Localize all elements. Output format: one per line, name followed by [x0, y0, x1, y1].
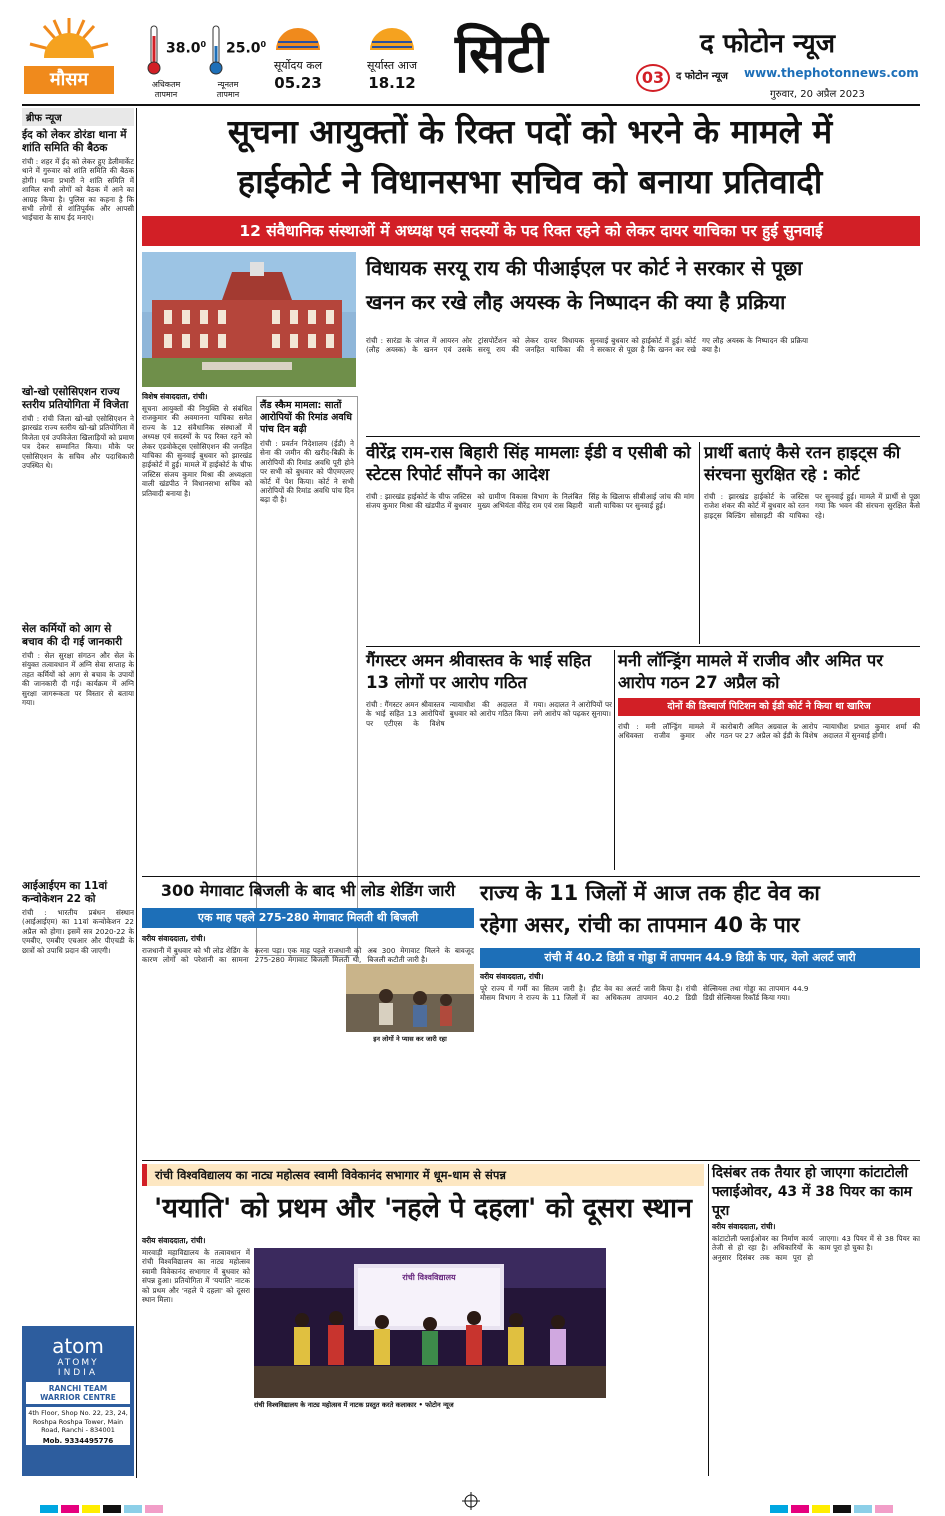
lead-byline: विशेष संवाददाता, रांची।: [142, 392, 208, 401]
money-subhead: दोनों की डिस्चार्ज पिटिशन को ईडी कोर्ट ने किया था खारिज: [618, 698, 920, 716]
lead-body: सूचना आयुक्तों की नियुक्ति से संबंधित राजकुमार की अवमानना याचिका समेत राज्य के 12 संवैधानिक संस्थाओं में अध्यक्ष एवं सदस्यों के पद रिक्त रहने को लेकर एडवोकेट्स एसोसिएशन की जनहित याचिका की सुनवाई बुधवार को झारखंड हाईकोर्ट में हुई। मामले में हाईकोर्ट के चीफ जस्टिस संजय कुमार मिश्रा की अध्यक्षता वाली खंडपीठ ने विधानसभा सचिव को प्रतिवादी बनाया है।: [142, 404, 252, 498]
heat-byline: वरीय संवाददाता, रांची।: [480, 972, 544, 981]
flyover-divider: [708, 1164, 709, 1476]
university-body: मारवाड़ी महाविद्यालय के तत्वावधान में रांची विश्वविद्यालय का नाट्य महोत्सव स्वामी विवेकानंद सभागार में बुधवार को संपन्न हुआ। प्रतियोगिता में 'ययाति' नाटक को प्रथम और 'नहले पे दहला' को दूसरा स्थान मिला।: [142, 1248, 250, 1305]
stage-banner-text: रांची विश्वविद्यालय: [402, 1273, 456, 1282]
lead-headline-1: सूचना आयुक्तों के रिक्त पदों को भरने के मामले में: [227, 112, 833, 151]
heat-headline-2: रहेगा असर, रांची का तापमान 40 के पार: [480, 913, 800, 937]
ad-center: RANCHI TEAM WARRIOR CENTRE: [26, 1382, 130, 1404]
heat-photo: [346, 964, 474, 1032]
max-temp: 38.0$^0$: [166, 40, 207, 57]
gangster-body: रांची : गैंगस्टर अमन श्रीवास्तव के भाई सहित 13 आरोपियों पर एटीएस के विशेष न्यायाधीश की अदालत में बुधवार को आरोप गठित किया गया। अदालत ने आरोपियों पर लगे आरोप को पढ़कर सुनाया।: [366, 700, 612, 728]
atomy-ad[interactable]: [22, 1326, 134, 1476]
land-scam-box: [256, 396, 358, 956]
heat-subhead: रांची में 40.2 डिग्री व गोड्डा में तापमान 44.9 डिग्री के पार, येलो अलर्ट जारी: [480, 948, 920, 968]
university-byline: वरीय संवाददाता, रांची।: [142, 1236, 206, 1245]
thermometer-hot-icon: [146, 24, 162, 76]
flyover-body: कांटाटोली फ्लाईओवर का निर्माण कार्य तेजी से हो रहा है। अधिकारियों के अनुसार दिसंबर तक काम पूरा हो जाएगा। 43 पियर में से 38 पियर का काम पूरा हो चुका है।: [712, 1234, 920, 1262]
ed-story-headline-text: वीरेंद्र राम-रास बिहारी सिंह मामलाः ईडी व एसीबी को स्टेटस रिपोर्ट सौंपने का आदेश: [366, 443, 691, 485]
lead-subhead: 12 संवैधानिक संस्थाओं में अध्यक्ष एवं सदस्यों के पद रिक्त रहने को लेकर दायर याचिका पर हुई सुनवाई: [142, 216, 920, 246]
university-body-right: [610, 1248, 704, 1408]
heat-headline-1: राज्य के 11 जिलों में आज तक हीट वेव का: [480, 881, 820, 905]
section-title: सिटी: [455, 21, 549, 85]
sunset-time: 18.12: [368, 74, 416, 92]
ed-story-headline: [366, 442, 694, 486]
land-scam-title: लैंड स्कैम मामला: सातों आरोपियों की रिमांड अवधि पांच दिन बढ़ी: [260, 400, 352, 435]
masthead: [0, 0, 945, 112]
sidebar-story4-body: रांची : भारतीय प्रबंधन संस्थान (आईआईएम) का 11वां कन्वोकेशन 22 अप्रैल को होगा। इसमें सत्र 2020-22 के एमबीए, एमबीए एचआर और पीएचडी के छात्रों को उपाधि प्रदान की जाएगी।: [22, 908, 134, 955]
sidebar-story2-body: रांची : रांची जिला खो-खो एसोसिएशन ने झारखंड राज्य स्तरीय खो-खो प्रतियोगिता में विजेता एवं उपविजेता खिलाड़ियों को प्रमाण पत्र देकर सम्मानित किया। मौके पर एसोसिएशन के सचिव और पदाधिकारी उपस्थित थे।: [22, 414, 134, 471]
website-link[interactable]: www.thephotonnews.com: [744, 66, 919, 80]
power-headline: 300 मेगावाट बिजली के बाद भी लोड शेडिंग जारी: [160, 881, 456, 900]
money-body: रांची : मनी लॉन्ड्रिंग मामले में अधिवक्ता राजीव कुमार और कारोबारी अमित अग्रवाल के आरोप गठन पर 27 अप्रैल को ईडी के विशेष न्यायाधीश प्रभात कुमार शर्मा की अदालत में सुनवाई होगी।: [618, 722, 920, 741]
sunset-label: सूर्यास्त आज: [366, 59, 418, 72]
ratan-body: रांची : झारखंड हाईकोर्ट के जस्टिस राजेश शंकर की कोर्ट में बुधवार को रतन हाइट्स बिल्डिंग सोसाइटी की याचिका पर सुनवाई हुई। मामले में प्रार्थी से पूछा गया कि भवन की संरचना सुरक्षित कैसे रहे।: [704, 492, 920, 520]
ad-brand: atom: [52, 1334, 104, 1358]
ad-country: INDIA: [57, 1368, 99, 1378]
money-headline: मनी लॉन्ड्रिंग मामले में राजीव और अमित पर आरोप गठन 27 अप्रैल को: [618, 651, 883, 692]
brand-small: द फोटोन न्यूज: [676, 71, 728, 82]
heat-photo-caption: इन लोगों ने प्यास कर जारी रहा: [373, 1035, 447, 1043]
saryu-headline-2: खनन कर रखे लौह अयस्क के निष्पादन की क्या है प्रक्रिया: [366, 290, 786, 314]
thermometer-cold-icon: [208, 24, 224, 76]
print-color-strip-right: [770, 1498, 896, 1516]
high-court-photo: [142, 252, 356, 387]
drama-photo-caption: रांची विश्वविद्यालय के नाट्य महोत्सव में नाटक प्रस्तुत करते कलाकार • फोटोन न्यूज: [254, 1401, 454, 1409]
power-subhead: एक माह पहले 275-280 मेगावाट मिलती थी बिजली: [142, 908, 474, 928]
lead-headline-2: हाईकोर्ट ने विधानसभा सचिव को बनाया प्रतिवादी: [237, 162, 823, 201]
power-body: राजधानी में बुधवार को भी लोड शेडिंग के कारण लोगों को परेशानी का सामना करना पड़ा। एक माह पहले राजधानी को 275-280 मेगावाट बिजली मिलती थी, अब 300 मेगावाट मिलने के बावजूद बिजली कटौती जारी है।: [142, 946, 474, 965]
sidebar-story3-body: रांची : सेल सुरक्षा संगठन और सेल के संयुक्त तत्वावधान में अग्नि सेवा सप्ताह के तहत कर्मियों को आग से बचाव के उपायों की जानकारी दी गई। कार्यक्रम में अग्नि सुरक्षा जागरूकता पर विस्तार से बताया गया।: [22, 651, 134, 708]
lower-divider: [142, 876, 920, 877]
sidebar-story1-body: रांची : शहर में ईद को लेकर हुए डेलीमार्केट थाने में गुरुवार को शांति समिति की बैठक होगी। थाना प्रभारी ने शांति समिति में शामिल सभी लोगों को बैठक में आने का आग्रह किया है। पुलिस का कहना है कि सभी लोगों से शांतिपूर्वक और आपसी भाईचारा के साथ ईद मनाएं।: [22, 157, 134, 223]
flyover-byline: वरीय संवाददाता, रांची।: [712, 1222, 776, 1231]
land-scam-body: रांची : प्रवर्तन निदेशालय (ईडी) ने सेना की जमीन की खरीद-बिक्री के आरोपियों की रिमांड अवधि पूरी होने पर सभी को बुधवार को पीएमएलए कोर्ट में पेश किया। कोर्ट ने सभी आरोपियों की रिमांड अवधि पांच दिन बढ़ा दी है।: [260, 439, 354, 505]
issue-date: गुरुवार, 20 अप्रैल 2023: [770, 89, 865, 100]
university-body-continued: [254, 1412, 704, 1476]
print-color-strip-left: [40, 1498, 166, 1516]
sidebar: [22, 108, 134, 1478]
min-temp-label: न्यूनतम तापमान: [216, 80, 240, 99]
saryu-body: रांची : सारंडा के जंगल में आयरन ओर (लौह अयस्क) के खनन एवं उसके ट्रांसपोर्टेशन को लेकर दायर विधायक सरयू राय की जनहित याचिका की सुनवाई बुधवार को हाईकोर्ट में हुई। कोर्ट ने सरकार से पूछा है कि खनन कर रखे गए लौह अयस्क के निष्पादन की प्रक्रिया क्या है।: [366, 336, 808, 355]
page-number: 03: [636, 64, 670, 92]
sunrise-icon: [272, 18, 324, 54]
university-divider: [142, 1160, 920, 1161]
ratan-headline: प्रार्थी बताएं कैसे रतन हाइट्स की संरचना सुरक्षित रहे : कोर्ट: [704, 443, 901, 484]
sunset-icon: [366, 18, 418, 54]
min-temp: 25.0$^0$: [226, 40, 267, 57]
sunrise-label: सूर्योदय कल: [273, 59, 323, 72]
university-headline: 'ययाति' को प्रथम और 'नहले पे दहला' को दूसरा स्थान: [154, 1193, 692, 1224]
flyover-headline: दिसंबर तक तैयार हो जाएगा कांटाटोली फ्लाईओवर, 43 में 38 पियर का काम पूरा: [712, 1165, 912, 1219]
ad-mobile: Mob. 9334495776: [26, 1437, 130, 1445]
sidebar-story1-title: ईद को लेकर डोरंडा थाना में शांति समिति की बैठक: [22, 129, 127, 154]
power-byline: वरीय संवाददाता, रांची।: [142, 934, 206, 943]
season-label: मौसम: [24, 66, 114, 94]
gangster-headline: गैंगस्टर अमन श्रीवास्तव के भाई सहित 13 लोगों पर आरोप गठित: [366, 651, 592, 692]
gangster-money-divider: [614, 650, 615, 870]
saryu-divider: [366, 436, 920, 437]
sunrise-time: 05.23: [274, 74, 322, 92]
university-strap: रांची विश्वविद्यालय का नाट्य महोत्सव स्वामी विवेकानंद सभागार में धूम-धाम से संपन्न: [142, 1164, 704, 1186]
ed-ratan-divider: [699, 442, 700, 644]
drama-stage-photo: [254, 1248, 606, 1398]
season-sun-icon: [24, 14, 114, 64]
mid-divider: [366, 646, 920, 647]
ad-address: 4th Floor, Shop No. 22, 23, 24, Roshpa Roshpa Tower, Main Road, Ranchi - 834001: [26, 1407, 130, 1437]
sidebar-story2-title: खो-खो एसोसिएशन राज्य स्तरीय प्रतियोगिता में विजेता: [22, 386, 129, 411]
sidebar-story4-title: आईआईएम का 11वां कन्वोकेशन 22 को: [22, 880, 108, 905]
masthead-rule: [22, 104, 920, 106]
ad-tagline: ATOMY: [57, 1358, 99, 1368]
max-temp-label: अधिकतम तापमान: [151, 80, 181, 99]
brand-name: द फोटोन न्यूज: [700, 29, 835, 59]
saryu-headline-1: विधायक सरयू राय की पीआईएल पर कोर्ट ने सरकार से पूछा: [366, 256, 803, 280]
heat-body: पूरे राज्य में गर्मी का सितम जारी है। मौसम विभाग ने राज्य के 11 जिलों में हीट वेव का अलर्ट जारी किया है। रांची का अधिकतम तापमान 40.2 डिग्री सेल्सियस तथा गोड्डा का तापमान 44.9 डिग्री सेल्सियस रिकॉर्ड किया गया।: [480, 984, 809, 1003]
sidebar-section-label: ब्रीफ न्यूज: [22, 108, 134, 126]
sidebar-story3-title: सेल कर्मियों को आग से बचाव की दी गई जानकारी: [22, 623, 123, 648]
ed-story-body: रांची : झारखंड हाईकोर्ट के चीफ जस्टिस संजय कुमार मिश्रा की खंडपीठ में बुधवार को ग्रामीण विकास विभाग के निलंबित मुख्य अभियंता वीरेंद्र राम एवं रास बिहारी सिंह के खिलाफ सीबीआई जांच की मांग वाली याचिका पर सुनवाई हुई।: [366, 492, 694, 511]
sidebar-divider: [136, 108, 137, 1478]
registration-mark-icon: [462, 1492, 480, 1510]
